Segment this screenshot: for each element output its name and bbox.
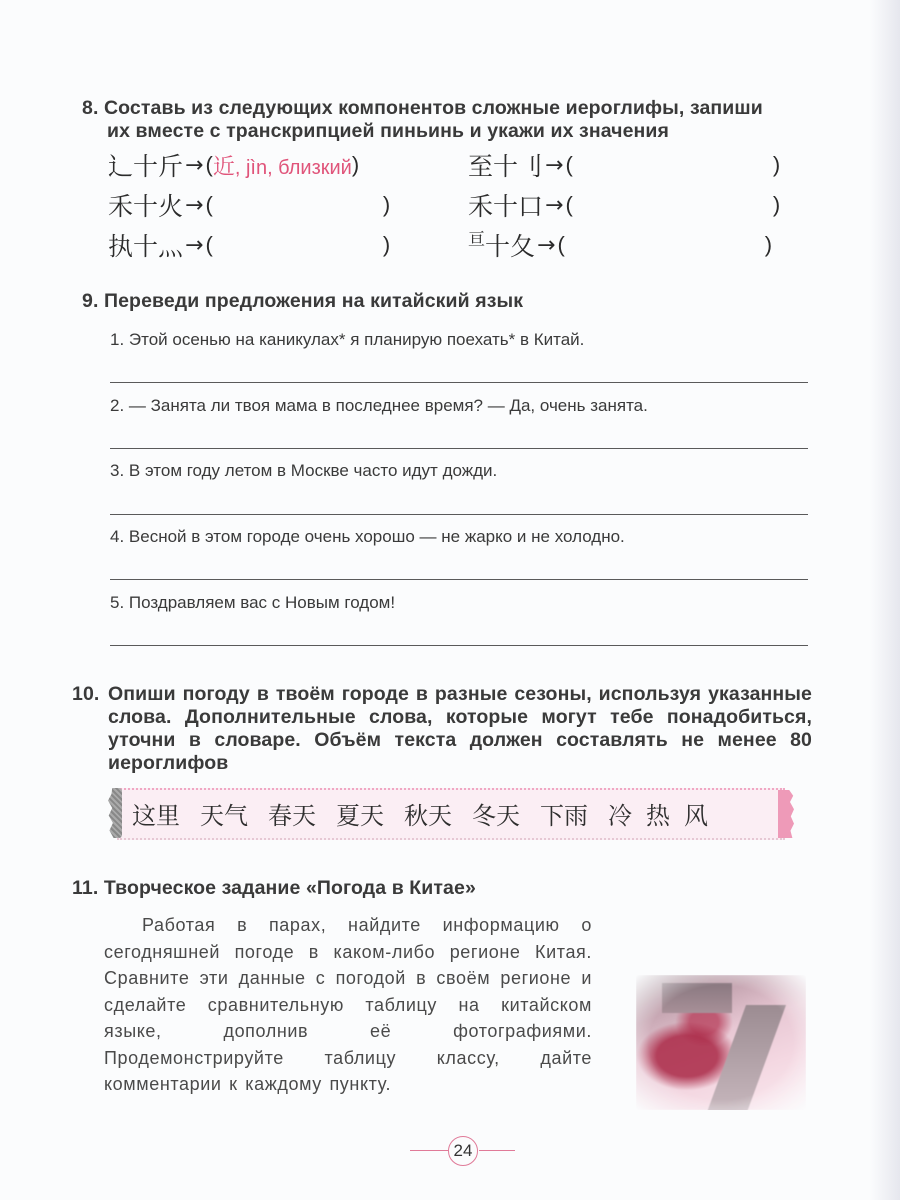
answer-line-4[interactable] [110, 579, 808, 580]
component-row-1-left [108, 148, 359, 182]
vocab-word: 秋天 [404, 801, 452, 830]
vocab-word: 热 [646, 801, 670, 830]
page-binding-shadow [870, 0, 900, 1200]
vocab-word: 冬天 [472, 801, 520, 830]
component-a: 禾 [468, 192, 494, 221]
task-9-title-text: Переведи предложения на китайский язык [104, 290, 524, 312]
task-9-title [82, 290, 523, 313]
vocab-word: 风 [684, 801, 708, 830]
open-paren: ( [565, 192, 573, 217]
plus-sign: 十 [493, 192, 519, 221]
component-row-3-left [108, 228, 390, 262]
vocab-word: 天气 [200, 801, 248, 830]
answer-line-1[interactable] [110, 382, 808, 383]
sentence-2: 2. — Занята ли твоя мама в последнее время? — Да, очень занята. [110, 396, 648, 415]
plus-sign: 十 [485, 232, 511, 261]
task-11-title-text: Творческое задание «Погода в Китае» [103, 877, 476, 899]
task-11-paragraph: Работая в парах, найдите информацию о сегодняшней погоде в каком-либо регионе Китая. Сравните эти данные с погодой в своём регионе и сделайте сравнительную таблицу на китайском языке, дополнив её фотографиями. Продемонстрируйте таблицу классу, дайте комментарии к каждому пункту. [104, 915, 592, 1094]
plus-sign: 十 [133, 232, 159, 261]
component-a: 辶 [108, 152, 134, 181]
china-park-photo [636, 975, 806, 1110]
component-row-3-right [468, 228, 772, 262]
open-paren: ( [205, 192, 213, 217]
photo-pavilion-shape [662, 983, 732, 1013]
answer-text: , jìn, близкий [234, 156, 352, 179]
close-paren: ) [382, 192, 391, 217]
component-b: 刂 [518, 152, 544, 181]
component-b: 灬 [158, 232, 184, 261]
arrow-icon: → [185, 152, 204, 178]
component-a: 至 [468, 152, 494, 181]
vocab-word: 冷 [608, 801, 632, 830]
vocab-word: 夏天 [336, 801, 384, 830]
answer-line-2[interactable] [110, 448, 808, 449]
close-paren: ) [772, 152, 781, 177]
vocab-word: 春天 [268, 801, 316, 830]
vocab-word: 这里 [132, 801, 180, 830]
task-9-number: 9. [82, 290, 99, 312]
component-a: 执 [108, 232, 134, 261]
task-11-body [104, 912, 592, 1098]
answer-line-5[interactable] [110, 645, 808, 646]
photo-path-shape [706, 1005, 786, 1115]
component-a: 禾 [108, 192, 134, 221]
task-10-number: 10. [72, 683, 100, 705]
component-b: 口 [518, 192, 544, 221]
task-11-number: 11. [72, 877, 99, 899]
arrow-icon: → [185, 232, 204, 258]
open-paren: ( [565, 152, 573, 177]
close-paren: ) [351, 152, 360, 177]
close-paren: ) [382, 232, 391, 257]
task-11-title [72, 877, 476, 900]
arrow-icon: → [185, 192, 204, 218]
torn-paper-edge-left [108, 788, 122, 838]
arrow-icon: → [545, 152, 564, 178]
sentence-4: 4. Весной в этом городе очень хорошо — не жарко и не холодно. [110, 527, 625, 546]
example-answer [213, 150, 352, 181]
component-row-2-right [468, 188, 780, 222]
open-paren: ( [557, 232, 565, 257]
task-8-title [82, 97, 812, 143]
torn-paper-edge-right [778, 790, 794, 838]
vocab-word: 下雨 [540, 801, 588, 830]
vocabulary-list [132, 795, 728, 831]
plus-sign: 十 [133, 192, 159, 221]
sentence-3: 3. В этом году летом в Москве часто идут дожди. [110, 461, 498, 480]
task-10-title-text: Опиши погоду в твоём городе в разные сезоны, используя указанные слова. Дополнительные слова, которые могут тебе понадобиться, уточни в словаре. Объём текста должен составлять не менее 80 иероглифов [108, 683, 812, 774]
sentence-1: 1. Этой осенью на каникулах* я планирую поехать* в Китай. [110, 330, 585, 349]
task-8-title-line2: их вместе с транскрипцией пиньинь и укажи их значения [107, 120, 669, 142]
component-b: 火 [158, 192, 184, 221]
answer-line-3[interactable] [110, 514, 808, 515]
sentence-5: 5. Поздравляем вас с Новым годом! [110, 593, 396, 612]
task-8-title-line1: Составь из следующих компонентов сложные иероглифы, запиши [104, 97, 763, 119]
arrow-icon: → [545, 192, 564, 218]
close-paren: ) [764, 232, 773, 257]
page-number: 24 [448, 1136, 478, 1166]
plus-sign: 十 [493, 152, 519, 181]
arrow-icon: → [537, 232, 556, 258]
page-number-marker [410, 1136, 515, 1166]
open-paren: ( [205, 232, 213, 257]
page-number-line-left [410, 1150, 448, 1151]
task-8-number: 8. [82, 97, 99, 119]
component-row-1-right [468, 148, 780, 182]
component-b: 斤 [158, 152, 184, 181]
component-b: 夂 [510, 232, 536, 261]
plus-sign: 十 [133, 152, 159, 181]
open-paren: ( [205, 152, 213, 177]
close-paren: ) [772, 192, 781, 217]
task-10-title [72, 683, 812, 775]
component-a: 亘 [468, 229, 485, 250]
answer-hanzi: 近 [212, 154, 235, 180]
component-row-2-left [108, 188, 390, 222]
page-number-line-right [479, 1150, 515, 1151]
